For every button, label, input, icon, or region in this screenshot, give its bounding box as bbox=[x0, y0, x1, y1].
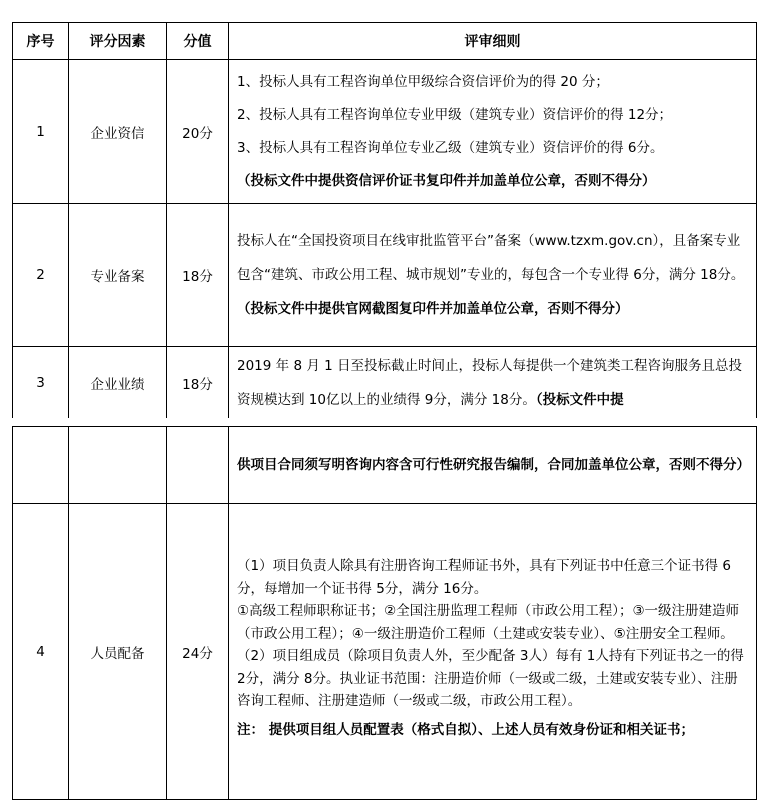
row-factor: 人员配备 bbox=[69, 504, 167, 800]
detail-body: 投标人在“全国投资项目在线审批监管平台”备案（www.tzxm.gov.cn），且备案专业包含“建筑、市政公用工程、城市规划”专业的，每包含一个专业得 6分，满分 18分。 bbox=[237, 233, 745, 283]
row-no: 4 bbox=[13, 504, 69, 800]
row-detail bbox=[229, 60, 757, 204]
detail-line: 2、投标人具有工程咨询单位专业甲级（建筑专业）资信评价的得 12分； bbox=[237, 106, 673, 123]
row-factor: 企业资信 bbox=[69, 60, 167, 204]
header-score: 分值 bbox=[167, 23, 229, 60]
table-header-row bbox=[13, 23, 757, 60]
row-detail bbox=[229, 347, 757, 419]
detail-note: （投标文件中提供资信评价证书复印件并加盖单位公章，否则不得分） bbox=[237, 172, 656, 189]
row-score: 20分 bbox=[167, 60, 229, 204]
table-row bbox=[13, 427, 757, 504]
detail-text bbox=[237, 349, 750, 417]
detail-line: 3、投标人具有工程咨询单位专业乙级（建筑专业）资信评价的得 6分。 bbox=[237, 139, 664, 156]
row-detail-continuation bbox=[229, 427, 757, 504]
row-score: 18分 bbox=[167, 347, 229, 419]
table-row bbox=[13, 204, 757, 347]
header-no: 序号 bbox=[13, 23, 69, 60]
detail-paragraph: （2）项目组成员（除项目负责人外，至少配备 3人）每有 1人持有下列证书之一的得 2分，满分 8分。执业证书范围：注册造价师（一级或二级，土建或安装专业）、注册咨询工程师、注册建造师（一级或二级，市政公用工程）。 bbox=[237, 648, 744, 710]
row-detail bbox=[229, 204, 757, 347]
detail-paragraph: （1）项目负责人除具有注册咨询工程师证书外，具有下列证书中任意三个证书得 6分，每增加一个证书得 5分，满分 16分。 bbox=[237, 558, 731, 597]
table-row bbox=[13, 60, 757, 204]
detail-note: （投标文件中提 bbox=[535, 391, 624, 408]
row-factor: 专业备案 bbox=[69, 204, 167, 347]
table-row bbox=[13, 504, 757, 800]
row-detail bbox=[229, 504, 757, 800]
row-score: 24分 bbox=[167, 504, 229, 800]
row-no: 3 bbox=[13, 347, 69, 419]
page-break-gap bbox=[0, 418, 771, 426]
scoring-table-part-1 bbox=[12, 22, 757, 419]
table-row bbox=[13, 347, 757, 419]
header-factor: 评分因素 bbox=[69, 23, 167, 60]
detail-text bbox=[237, 224, 750, 326]
detail-paragraph: ①高级工程师职称证书；②全国注册监理工程师（市政公用工程）；③一级注册建造师（市政公用工程）；④一级注册造价工程师（土建或安装专业）、⑤注册安全工程师。 bbox=[237, 603, 740, 642]
row-score: 18分 bbox=[167, 204, 229, 347]
detail-note: （投标文件中提供官网截图复印件并加盖单位公章，否则不得分） bbox=[237, 301, 629, 317]
detail-line: 1、投标人具有工程咨询单位甲级综合资信评价为的得 20 分； bbox=[237, 73, 609, 90]
row-no: 2 bbox=[13, 204, 69, 347]
detail-body: 2019 年 8 月 1 日至投标截止时间止，投标人每提供一个建筑类工程咨询服务且总投资规模达到 10亿以上的业绩得 9分，满分 18分。 bbox=[237, 357, 742, 408]
detail-note: 注： 提供项目组人员配置表（格式自拟）、上述人员有效身份证和相关证书； bbox=[237, 721, 694, 738]
scoring-table-part-2 bbox=[12, 426, 757, 800]
row-factor: 企业业绩 bbox=[69, 347, 167, 419]
row-no: 1 bbox=[13, 60, 69, 204]
detail-note: 供项目合同须写明咨询内容含可行性研究报告编制，合同加盖单位公章，否则不得分） bbox=[237, 457, 750, 473]
header-detail: 评审细则 bbox=[229, 23, 757, 60]
